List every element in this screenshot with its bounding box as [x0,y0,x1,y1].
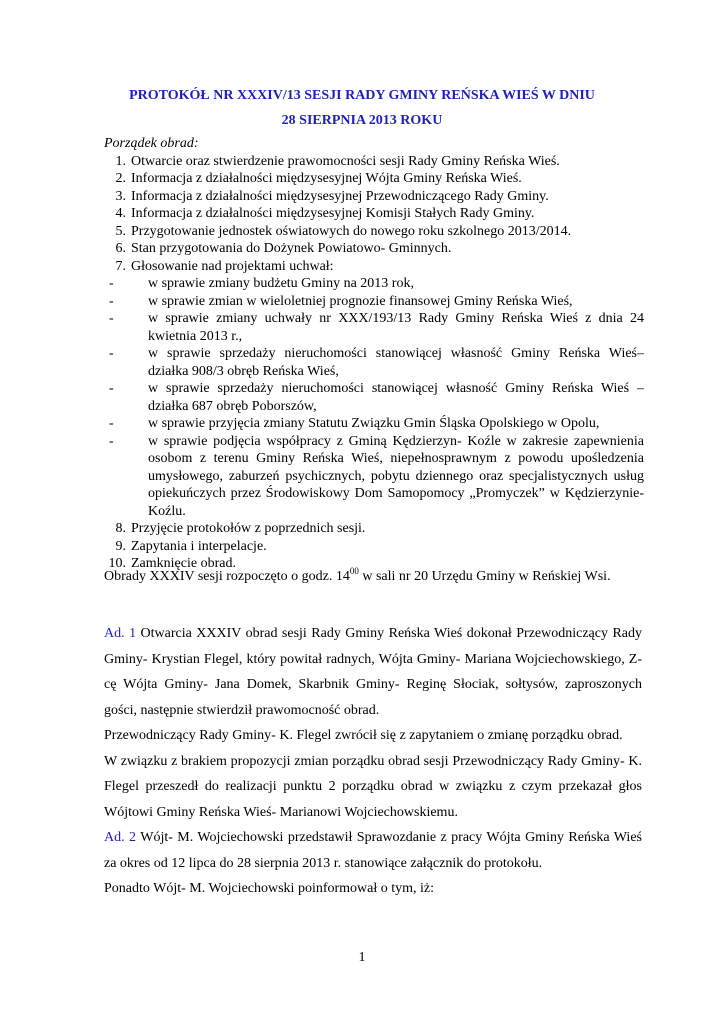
agenda-item [104,258,644,276]
agenda-item-text: Głosowanie nad projektami uchwał: [131,258,334,274]
session-start-line [104,568,611,586]
dash-bullet: - [109,311,114,326]
agenda-item-text: Otwarcie oraz stwierdzenie prawomocności sesji Rady Gminy Reńska Wieś. [131,153,560,169]
document-title-line1: PROTOKÓŁ NR XXXIV/13 SESJI RADY GMINY REŃSKA WIEŚ W DNIU [129,88,595,103]
agenda-item-number: 8. [115,521,126,536]
agenda-item [104,188,644,206]
agenda-item-text: Informacja z działalności międzysesyjnej Wójta Gminy Reńska Wieś. [131,171,522,186]
agenda-heading: Porządek obrad: [104,136,199,151]
ad1-label: Ad. 1 [104,626,137,641]
dash-bullet: - [109,276,114,291]
agenda-item-text: Informacja z działalności międzysesyjnej Komisji Stałych Rady Gminy. [131,206,535,221]
agenda-item-number: 7. [115,258,126,274]
session-start-location: w sali nr 20 Urzędu Gminy w Reńskiej Wsi. [358,569,611,584]
resolution-item [104,345,644,380]
agenda-item [104,240,644,258]
session-start-minutes: 00 [349,566,359,576]
resolution-text: w sprawie podjęcia współpracy z Gminą Kędzierzyn- Koźle w zakresie zapewnienia osobom z terenu Gminy Reńska Wieś, niepełnosprawnym z powodu upośledzenia umysłowego, zaburzeń psychicznych, pobytu dziennego oraz specjalistycznych usług opiekuńczych przez Środowiskowy Dom Samopomocy „Promyczek” w Kędzierzynie- Koźlu. [148,433,644,519]
resolution-item [104,380,644,415]
resolution-text: w sprawie przyjęcia zmiany Statutu Związku Gmin Śląska Opolskiego w Opolu, [148,416,600,431]
dash-bullet: - [109,293,114,309]
document-title-line2: 28 SIERPNIA 2013 ROKU [281,113,443,128]
agenda-item [104,153,644,171]
agenda-item-number: 10. [108,556,126,571]
ad1-text: Otwarcia XXXIV obrad sesji Rady Gminy Reńska Wieś dokonał Przewodniczący Rady Gminy- Krystian Flegel, który powitał radnych, Wójta Gminy- Mariana Wojciechowskiego, Z-cę Wójta Gminy- Jana Domek, Skarbnik Gminy- Reginę Słociak, sołtysów, zaproszonych gości, następnie stwierdził prawomocność obrad. [104,626,642,718]
ad1-paragraph [104,621,642,723]
agenda-item [104,223,644,241]
resolution-item [104,293,644,311]
paragraph-agenda-change: Przewodniczący Rady Gminy- K. Flegel zwrócił się z zapytaniem o zmianę porządku obrad. [104,728,623,743]
agenda-item-text: Przygotowanie jednostek oświatowych do nowego roku szkolnego 2013/2014. [131,223,572,239]
resolution-text: w sprawie zmiany uchwały nr XXX/193/13 Rady Gminy Reńska Wieś z dnia 24 kwietnia 2013 r., [148,311,644,344]
agenda-item [104,538,644,556]
agenda-item-number: 1. [115,153,126,169]
agenda-item-text: Informacja z działalności międzysesyjnej Przewodniczącego Rady Gminy. [131,188,549,204]
agenda-item-text: Zapytania i interpelacje. [131,538,267,554]
dash-bullet: - [109,416,114,431]
resolution-text: w sprawie zmiany budżetu Gminy na 2013 rok, [148,276,414,291]
agenda-item-text: Stan przygotowania do Dożynek Powiatowo- Gminnych. [131,241,452,256]
agenda-item-text: Przyjęcie protokołów z poprzednich sesji. [131,521,366,536]
resolution-item [104,433,644,521]
resolution-text: w sprawie sprzedaży nieruchomości stanowiącej własność Gminy Reńska Wieś– działka 908/3 obręb Reńska Wieś, [148,346,644,379]
resolution-item [104,310,644,345]
page-number: 1 [358,950,366,965]
agenda-item-text: Zamknięcie obrad. [131,556,236,571]
ad2-text: Wójt- M. Wojciechowski przedstawił Sprawozdanie z pracy Wójta Gminy Reńska Wieś za okres od 12 lipca do 28 sierpnia 2013 r. stanowiące załącznik do protokołu. [104,830,642,871]
agenda-item-number: 3. [115,188,126,204]
resolution-item [104,415,644,433]
agenda-item-number: 4. [115,206,126,221]
resolution-text: w sprawie zmian w wieloletniej prognozie finansowej Gminy Reńska Wieś, [148,293,573,309]
ad2-paragraph [104,825,642,876]
dash-bullet: - [109,381,114,396]
resolution-text: w sprawie sprzedaży nieruchomości stanowiącej własność Gminy Reńska Wieś – działka 687 obręb Poborszów, [148,381,644,414]
protocol-body [104,621,642,902]
agenda-item-number: 5. [115,223,126,239]
agenda-item-number: 6. [115,241,126,256]
agenda-item-number: 9. [115,538,126,554]
dash-bullet: - [109,433,114,449]
resolution-item [104,275,644,293]
paragraph-informed: Ponadto Wójt- M. Wojciechowski poinformował o tym, iż: [104,881,435,896]
dash-bullet: - [109,346,114,361]
ad2-label: Ad. 2 [104,830,137,845]
agenda-item [104,170,644,188]
agenda-item [104,520,644,538]
agenda-item [104,205,644,223]
session-start-text: Obrady XXXIV sesji rozpoczęto o godz. 14 [104,569,350,584]
agenda-item-number: 2. [115,171,126,186]
agenda [104,135,644,573]
paragraph-no-changes: W związku z brakiem propozycji zmian porządku obrad sesji Przewodniczący Rady Gminy- K. Flegel przeszedł do realizacji punktu 2 porządku obrad w związku z czym przekazał głos Wójtowi Gminy Reńska Wieś- Marianowi Wojciechowskiemu. [104,753,642,820]
